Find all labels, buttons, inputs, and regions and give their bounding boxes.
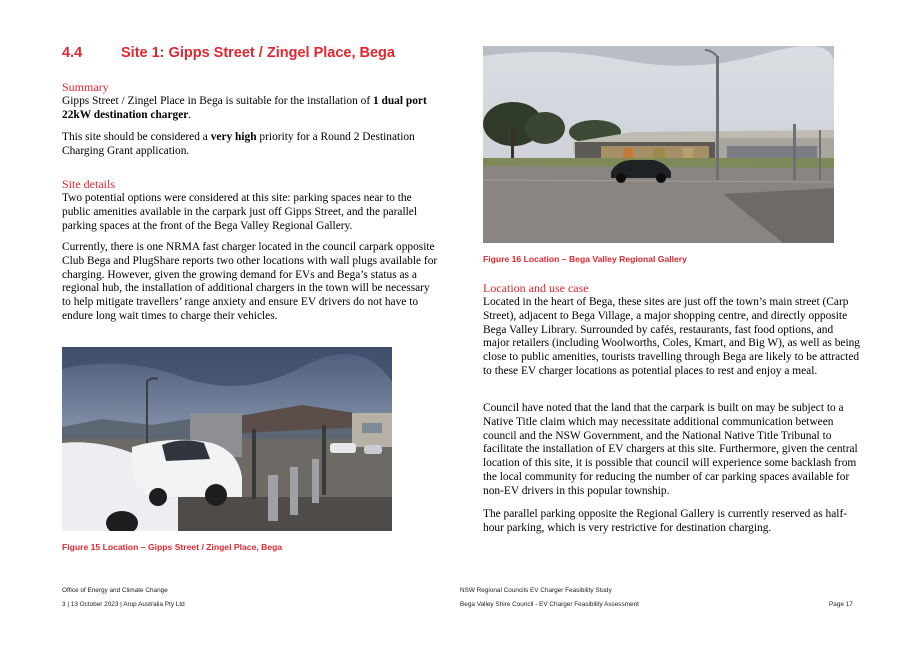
figure-16-photo: [483, 46, 834, 243]
summary-p2-bold: very high: [210, 131, 257, 143]
footer-study-title: NSW Regional Councils EV Charger Feasibility Study: [460, 587, 612, 594]
location-paragraph-3: The parallel parking opposite the Regional Gallery is currently reserved as half-hour parking, which is very restrictive for destination charging.: [483, 508, 848, 534]
figure-16-caption: Figure 16 Location – Bega Valley Regional Gallery: [483, 254, 687, 264]
section-title: Site 1: Gipps Street / Zingel Place, Bega: [121, 45, 395, 61]
figure-15-caption: Figure 15 Location – Gipps Street / Zingel Place, Bega: [62, 542, 283, 552]
summary-p1-text: Gipps Street / Zingel Place in Bega is suitable for the installation of: [62, 95, 373, 107]
footer-organisation: Office of Energy and Climate Change: [62, 587, 168, 594]
footer-page-number: Page 17: [829, 601, 853, 608]
location-paragraph-2: Council have noted that the land that the carpark is built on may be subject to a Native Title claim which may necessitate additional communication between council and the NSW Government, and the National Native Title Tribunal to facilitate the installation of EV chargers at this site. Furthermore, given the central location of this site, it is possible that council will experience some backlash from the local community for reducing the number of car parking spaces available for non-EV drivers in this popular township.: [483, 402, 858, 497]
location-paragraph-1: Located in the heart of Bega, these sites are just off the town’s main street (Carp Street), adjacent to Bega Village, a major shopping centre, and directly opposite Bega Valley Library. Surrounded by cafés, restaurants, fast food options, and major retailers (including Woolworths, Coles, Kmart, and Big W), as well as being close to public amenities, tourists travelling through Bega are likely to be attracted to these EV charger locations as potential places to rest and enjoy a meal.: [483, 296, 861, 377]
section-number: 4.4: [62, 45, 83, 61]
footer-date-author: 3 | 13 October 2023 | Arup Australia Pty Ltd: [62, 601, 185, 608]
section-heading: [62, 45, 442, 61]
summary-heading: Summary: [62, 80, 109, 94]
summary-p1-bold: 1 dual port 22kW destination charger: [62, 95, 427, 121]
summary-p2-text: This site should be considered a: [62, 131, 211, 143]
figure-15-photo: [62, 347, 392, 531]
summary-paragraph-1: [62, 95, 437, 123]
site-details-paragraph-1: Two potential options were considered at this site: parking spaces near to the public amenities available in the carpark just off Gipps Street, and the parallel parking spaces at the front of the Bega Valley Regional Gallery.: [62, 192, 417, 232]
footer-assessment-title: Bega Valley Shire Council - EV Charger Feasibility Assessment: [460, 601, 639, 608]
site-details-paragraph-2: Currently, there is one NRMA fast charger located in the council carpark opposite Club Bega and PlugShare reports two other locations with wall plugs available for charging. However, given the growing demand for EVs and Bega’s status as a regional hub, the installation of additional chargers in the town will be necessary to help mitigate travellers’ range anxiety and ensure EV drivers do not have to endure long wait times to charge their vehicles.: [62, 241, 438, 322]
summary-p2-end: priority for a Round 2 Destination Charging Grant application.: [62, 131, 415, 157]
location-heading: Location and use case: [483, 281, 589, 295]
summary-paragraph-2: [62, 131, 437, 159]
summary-p1-end: .: [188, 108, 192, 121]
site-details-heading: Site details: [62, 177, 115, 191]
